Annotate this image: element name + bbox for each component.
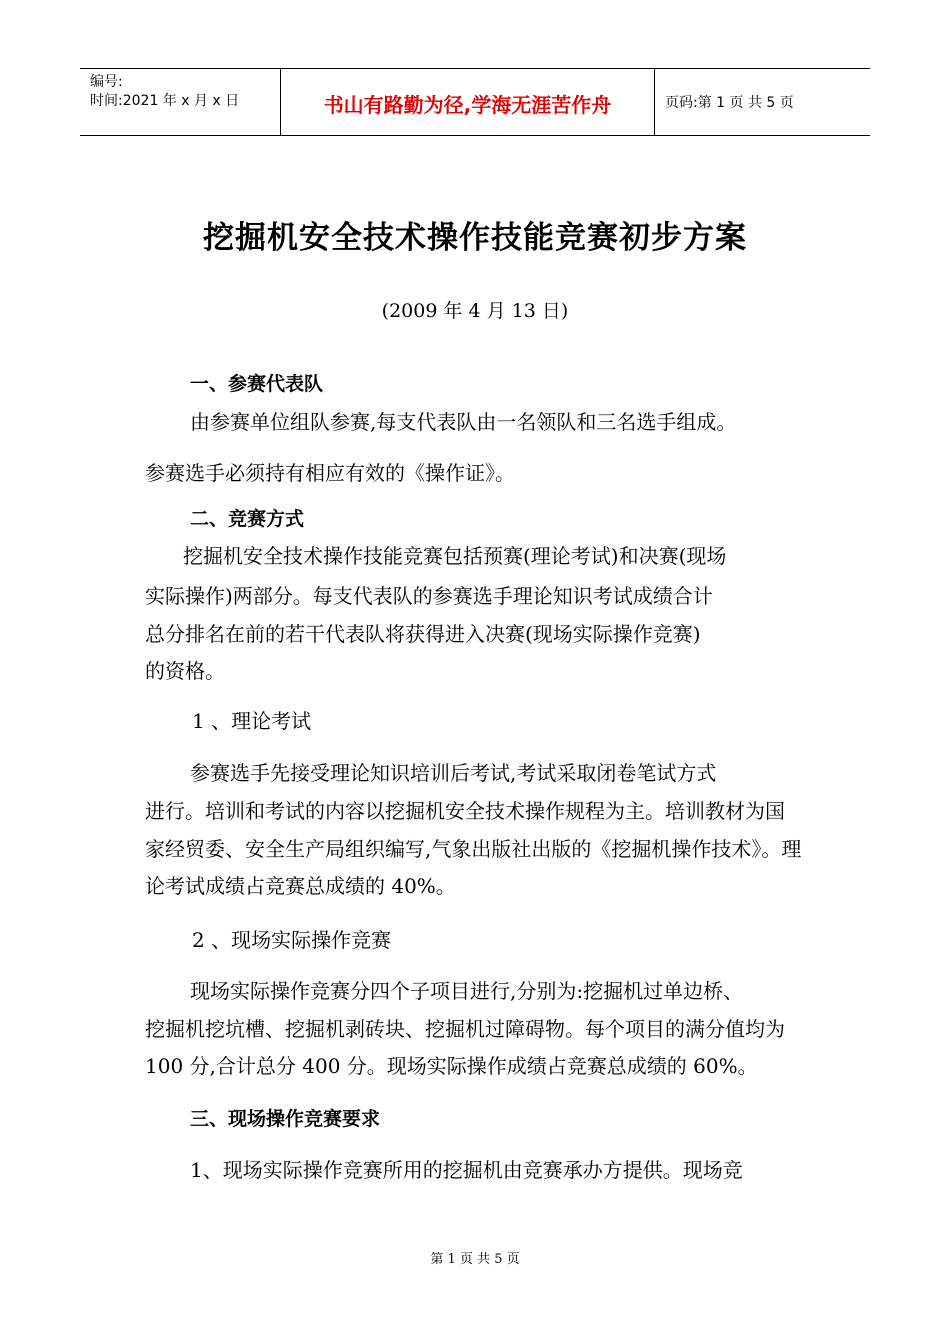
subsection-heading: 2 、现场实际操作竞赛 [192,928,392,952]
paragraph-line: 进行。培训和考试的内容以挖掘机安全技术操作规程为主。培训教材为国 [145,799,785,823]
paragraph-line: 现场实际操作竞赛分四个子项目进行,分别为:挖掘机过单边桥、 [190,979,744,1003]
paragraph-line: 100 分,合计总分 400 分。现场实际操作成绩占竞赛总成绩的 60%。 [145,1054,758,1078]
section-heading: 一、参赛代表队 [190,373,324,395]
paragraph-line: 1、现场实际操作竞赛所用的挖掘机由竞赛承办方提供。现场竞 [190,1158,743,1182]
header-motto-cell [281,69,655,135]
paragraph-line: 论考试成绩占竞赛总成绩的 40%。 [145,874,456,898]
page-header [80,68,870,136]
header-motto: 书山有路勤为径,学海无涯苦作舟 [323,92,612,117]
section-heading: 二、竞赛方式 [190,508,305,530]
document-date: (2009 年 4 月 13 日) [381,300,569,322]
paragraph-line: 参赛选手先接受理论知识培训后考试,考试采取闭卷笔试方式 [190,761,717,785]
subsection-heading: 1 、理论考试 [192,709,312,733]
paragraph-line: 由参赛单位组队参赛,每支代表队由一名领队和三名选手组成。 [190,410,737,434]
header-meta [80,69,281,135]
paragraph-line: 家经贸委、安全生产局组织编写,气象出版社出版的《挖掘机操作技术》。理 [145,837,802,861]
page-footer: 第 1 页 共 5 页 [430,1252,520,1267]
paragraph-line: 参赛选手必须持有相应有效的《操作证》。 [145,461,515,485]
paragraph-line: 实际操作)两部分。每支代表队的参赛选手理论知识考试成绩合计 [145,584,713,608]
time-label: 时间:2021 年 x 月 x 日 [90,93,240,109]
paragraph-line: 挖掘机挖坑槽、挖掘机剥砖块、挖掘机过障碍物。每个项目的满分值均为 [145,1017,785,1041]
section-heading: 三、现场操作竞赛要求 [190,1108,381,1130]
document-title: 挖掘机安全技术操作技能竞赛初步方案 [203,220,747,256]
header-page-info: 页码:第 1 页 共 5 页 [665,95,794,111]
paragraph-line: 总分排名在前的若干代表队将获得进入决赛(现场实际操作竞赛) [145,622,701,646]
number-label: 编号: [90,74,123,90]
paragraph-line: 挖掘机安全技术操作技能竞赛包括预赛(理论考试)和决赛(现场 [183,544,727,568]
paragraph-line: 的资格。 [145,659,225,683]
